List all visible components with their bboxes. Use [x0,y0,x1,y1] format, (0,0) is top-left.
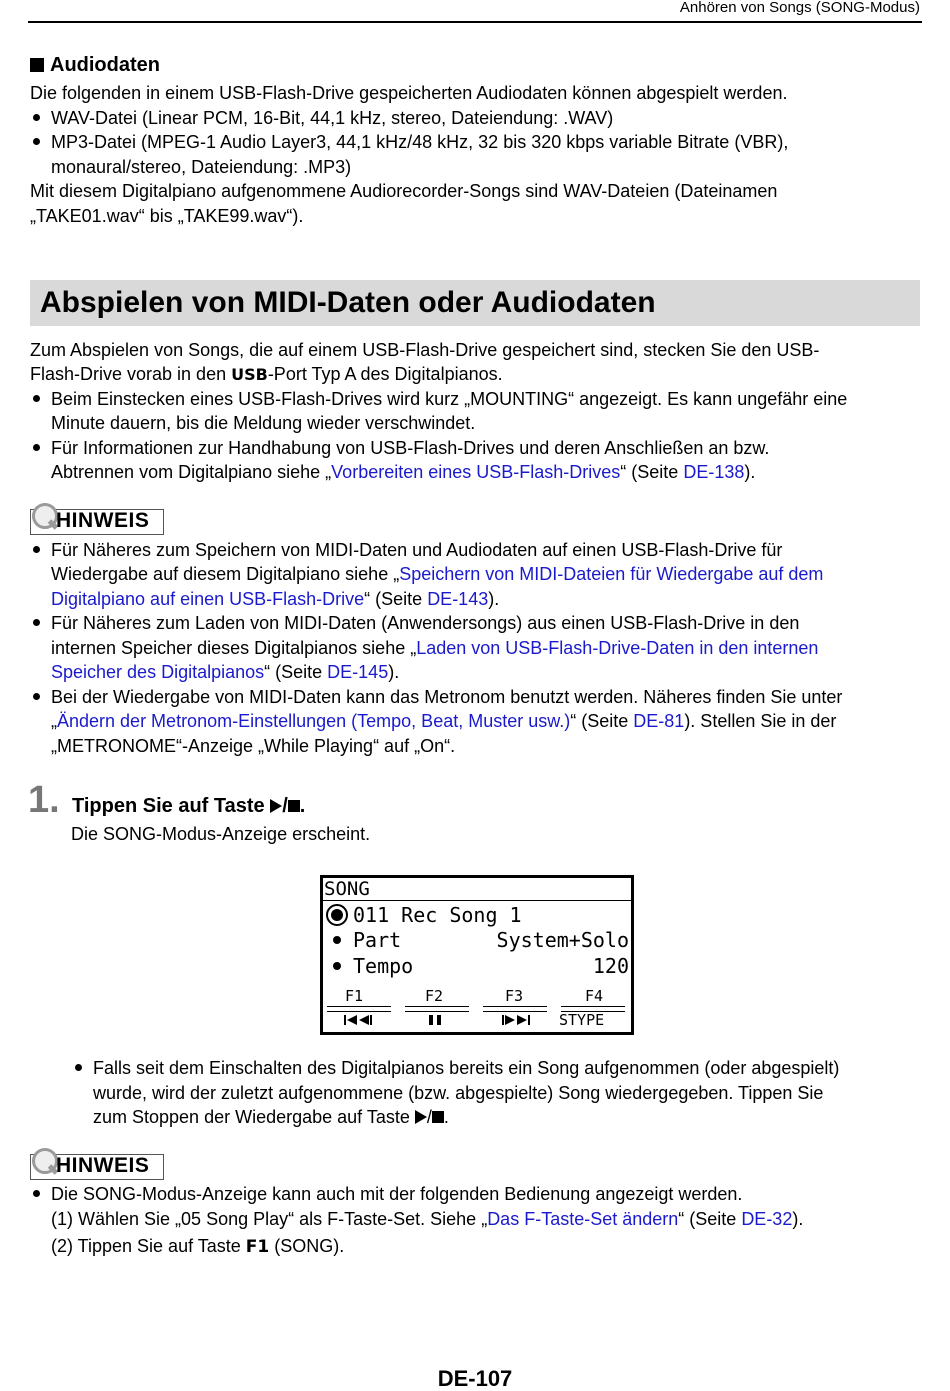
lcd-f4-function: STYPE [559,1011,605,1029]
link-load-usb-cont[interactable]: Speicher des Digitalpianos [51,662,265,682]
list-item: Für Informationen zur Handhabung von USB-Flash-Drives und deren Anschließen an bzw. [33,436,769,460]
audio-heading: Audiodaten [30,53,160,77]
page-link[interactable]: DE-145 [327,662,389,682]
list-item-step: (1) Wählen Sie „05 Song Play“ als F-Taste-Set. Siehe „Das F-Taste-Set ändern“ (Seite DE-32). [51,1209,804,1229]
list-item-step: (2) Tippen Sie auf Taste F1 (SONG). [51,1236,345,1257]
link-metronome[interactable]: Ändern der Metronom-Einstellungen (Tempo, Beat, Muster usw.) [57,711,571,731]
step-text: Tippen Sie auf Taste / . [72,795,306,817]
list-item: WAV-Datei (Linear PCM, 16-Bit, 44,1 kHz, stereo, Dateiendung: .WAV) [33,106,613,130]
play-icon [415,1110,427,1124]
link-save-midi[interactable]: Speichern von MIDI-Dateien für Wiedergabe auf dem [399,564,824,584]
lcd-part-label: Part [353,928,402,952]
page-link[interactable]: DE-143 [427,589,489,609]
lcd-song-name: 011 Rec Song 1 [353,903,522,927]
link-f-key-set[interactable]: Das F-Taste-Set ändern [487,1209,679,1229]
bullet-icon [33,395,40,402]
bullet-icon [33,619,40,626]
lcd-bullet-icon [333,936,341,944]
lcd-f4-label: F4 [585,987,604,1005]
stop-icon [432,1111,444,1123]
bullet-icon [33,693,40,700]
link-prepare-usb[interactable]: Vorbereiten eines USB-Flash-Drives [331,462,621,482]
f1-key-label: F1 [245,1237,270,1257]
lcd-f2-label: F2 [425,987,444,1005]
list-item-cont: internen Speicher dieses Digitalpianos siehe „Laden von USB-Flash-Drive-Daten in den internen [51,638,819,658]
list-item: Die SONG-Modus-Anzeige kann auch mit der folgenden Bedienung angezeigt werden. [33,1182,742,1206]
list-item: Falls seit dem Einschalten des Digitalpianos bereits ein Song aufgenommen (oder abgespielt) [75,1056,839,1080]
list-item-cont: Digitalpiano auf einen USB-Flash-Drive“ (Seite DE-143). [51,589,500,609]
link-save-midi-cont[interactable]: Digitalpiano auf einen USB-Flash-Drive [51,589,365,609]
list-item: Bei der Wiedergabe von MIDI-Daten kann das Metronom benutzt werden. Näheres finden Sie unter [33,685,842,709]
list-item-cont: monaural/stereo, Dateiendung: .MP3) [51,157,352,177]
square-bullet-icon [30,58,44,72]
page-number: DE-107 [437,1366,513,1391]
lcd-f1-label: F1 [345,987,364,1005]
lcd-display [320,875,634,1035]
section-title: Abspielen von MIDI-Daten oder Audiodaten [40,286,656,319]
lcd-part-value: System+Solo [496,928,629,952]
bullet-icon [33,138,40,145]
list-item: Für Näheres zum Speichern von MIDI-Daten und Audiodaten auf einen USB-Flash-Drive für [33,538,782,562]
lcd-title: SONG [324,878,370,900]
section-para-line1: Zum Abspielen von Songs, die auf einem USB-Flash-Drive gespeichert sind, stecken Sie den USB- [30,340,820,360]
hinweis-badge: HINWEIS [30,1150,164,1180]
section-para-line2: Flash-Drive vorab in den USB-Port Typ A des Digitalpianos. [30,364,503,384]
list-item-cont: Wiedergabe auf diesem Digitalpiano siehe „Speichern von MIDI-Dateien für Wiedergabe auf dem [51,564,824,584]
bullet-icon [33,444,40,451]
running-header: Anhören von Songs (SONG-Modus) [679,0,920,16]
list-item-cont: „METRONOME“-Anzeige „While Playing“ auf „On“. [51,736,456,756]
page-link[interactable]: DE-81 [633,711,685,731]
header-rule [28,21,922,23]
bullet-icon [33,546,40,553]
bullet-icon [75,1064,82,1071]
list-item-cont: wurde, wird der zuletzt aufgenommene (bzw. abgespielte) Song wiedergegeben. Tippen Sie [93,1083,824,1103]
page-link[interactable]: DE-138 [683,462,745,482]
list-item-cont: Speicher des Digitalpianos“ (Seite DE-145). [51,662,400,682]
lcd-bullet-icon [333,962,341,970]
list-item-cont: „Ändern der Metronom-Einstellungen (Tempo, Beat, Muster usw.)“ (Seite DE-81). Stellen Sie in der [51,711,837,731]
rewind-icon [343,1013,377,1027]
lcd-f3-label: F3 [505,987,524,1005]
lcd-tempo-value: 120 [592,954,629,978]
audio-intro: Die folgenden in einem USB-Flash-Drive gespeicherten Audiodaten können abgespielt werden. [30,83,788,103]
page-link[interactable]: DE-32 [741,1209,793,1229]
list-item: Für Näheres zum Laden von MIDI-Daten (Anwendersongs) aus einen USB-Flash-Drive in den [33,611,799,635]
selected-radio-icon [325,903,349,927]
bullet-icon [33,1190,40,1197]
play-icon [270,799,282,813]
lcd-tempo-label: Tempo [353,954,414,978]
stop-icon [288,800,300,812]
list-item: MP3-Datei (MPEG-1 Audio Layer3, 44,1 kHz/48 kHz, 32 bis 320 kbps variable Bitrate (VBR), [33,130,788,154]
audio-note-line2: „TAKE01.wav“ bis „TAKE99.wav“). [30,206,304,226]
hinweis-badge: HINWEIS [30,505,164,535]
step-number: 1. [28,779,60,821]
list-item-cont: Abtrennen vom Digitalpiano siehe „Vorbereiten eines USB-Flash-Drives“ (Seite DE-138). [51,462,756,482]
audio-note-line1: Mit diesem Digitalpiano aufgenommene Audiorecorder-Songs sind WAV-Dateien (Dateinamen [30,181,778,201]
list-item-cont: zum Stoppen der Wiedergabe auf Taste / . [93,1107,449,1127]
step-subtext: Die SONG-Modus-Anzeige erscheint. [71,824,371,844]
list-item-cont: Minute dauern, bis die Meldung wieder verschwindet. [51,413,476,433]
bullet-icon [33,114,40,121]
link-load-usb[interactable]: Laden von USB-Flash-Drive-Daten in den internen [416,638,819,658]
pause-icon [425,1013,445,1027]
fast-forward-icon [501,1013,535,1027]
usb-key-label: USB [231,365,268,384]
list-item: Beim Einstecken eines USB-Flash-Drives wird kurz „MOUNTING“ angezeigt. Es kann ungefähr eine [33,387,847,411]
